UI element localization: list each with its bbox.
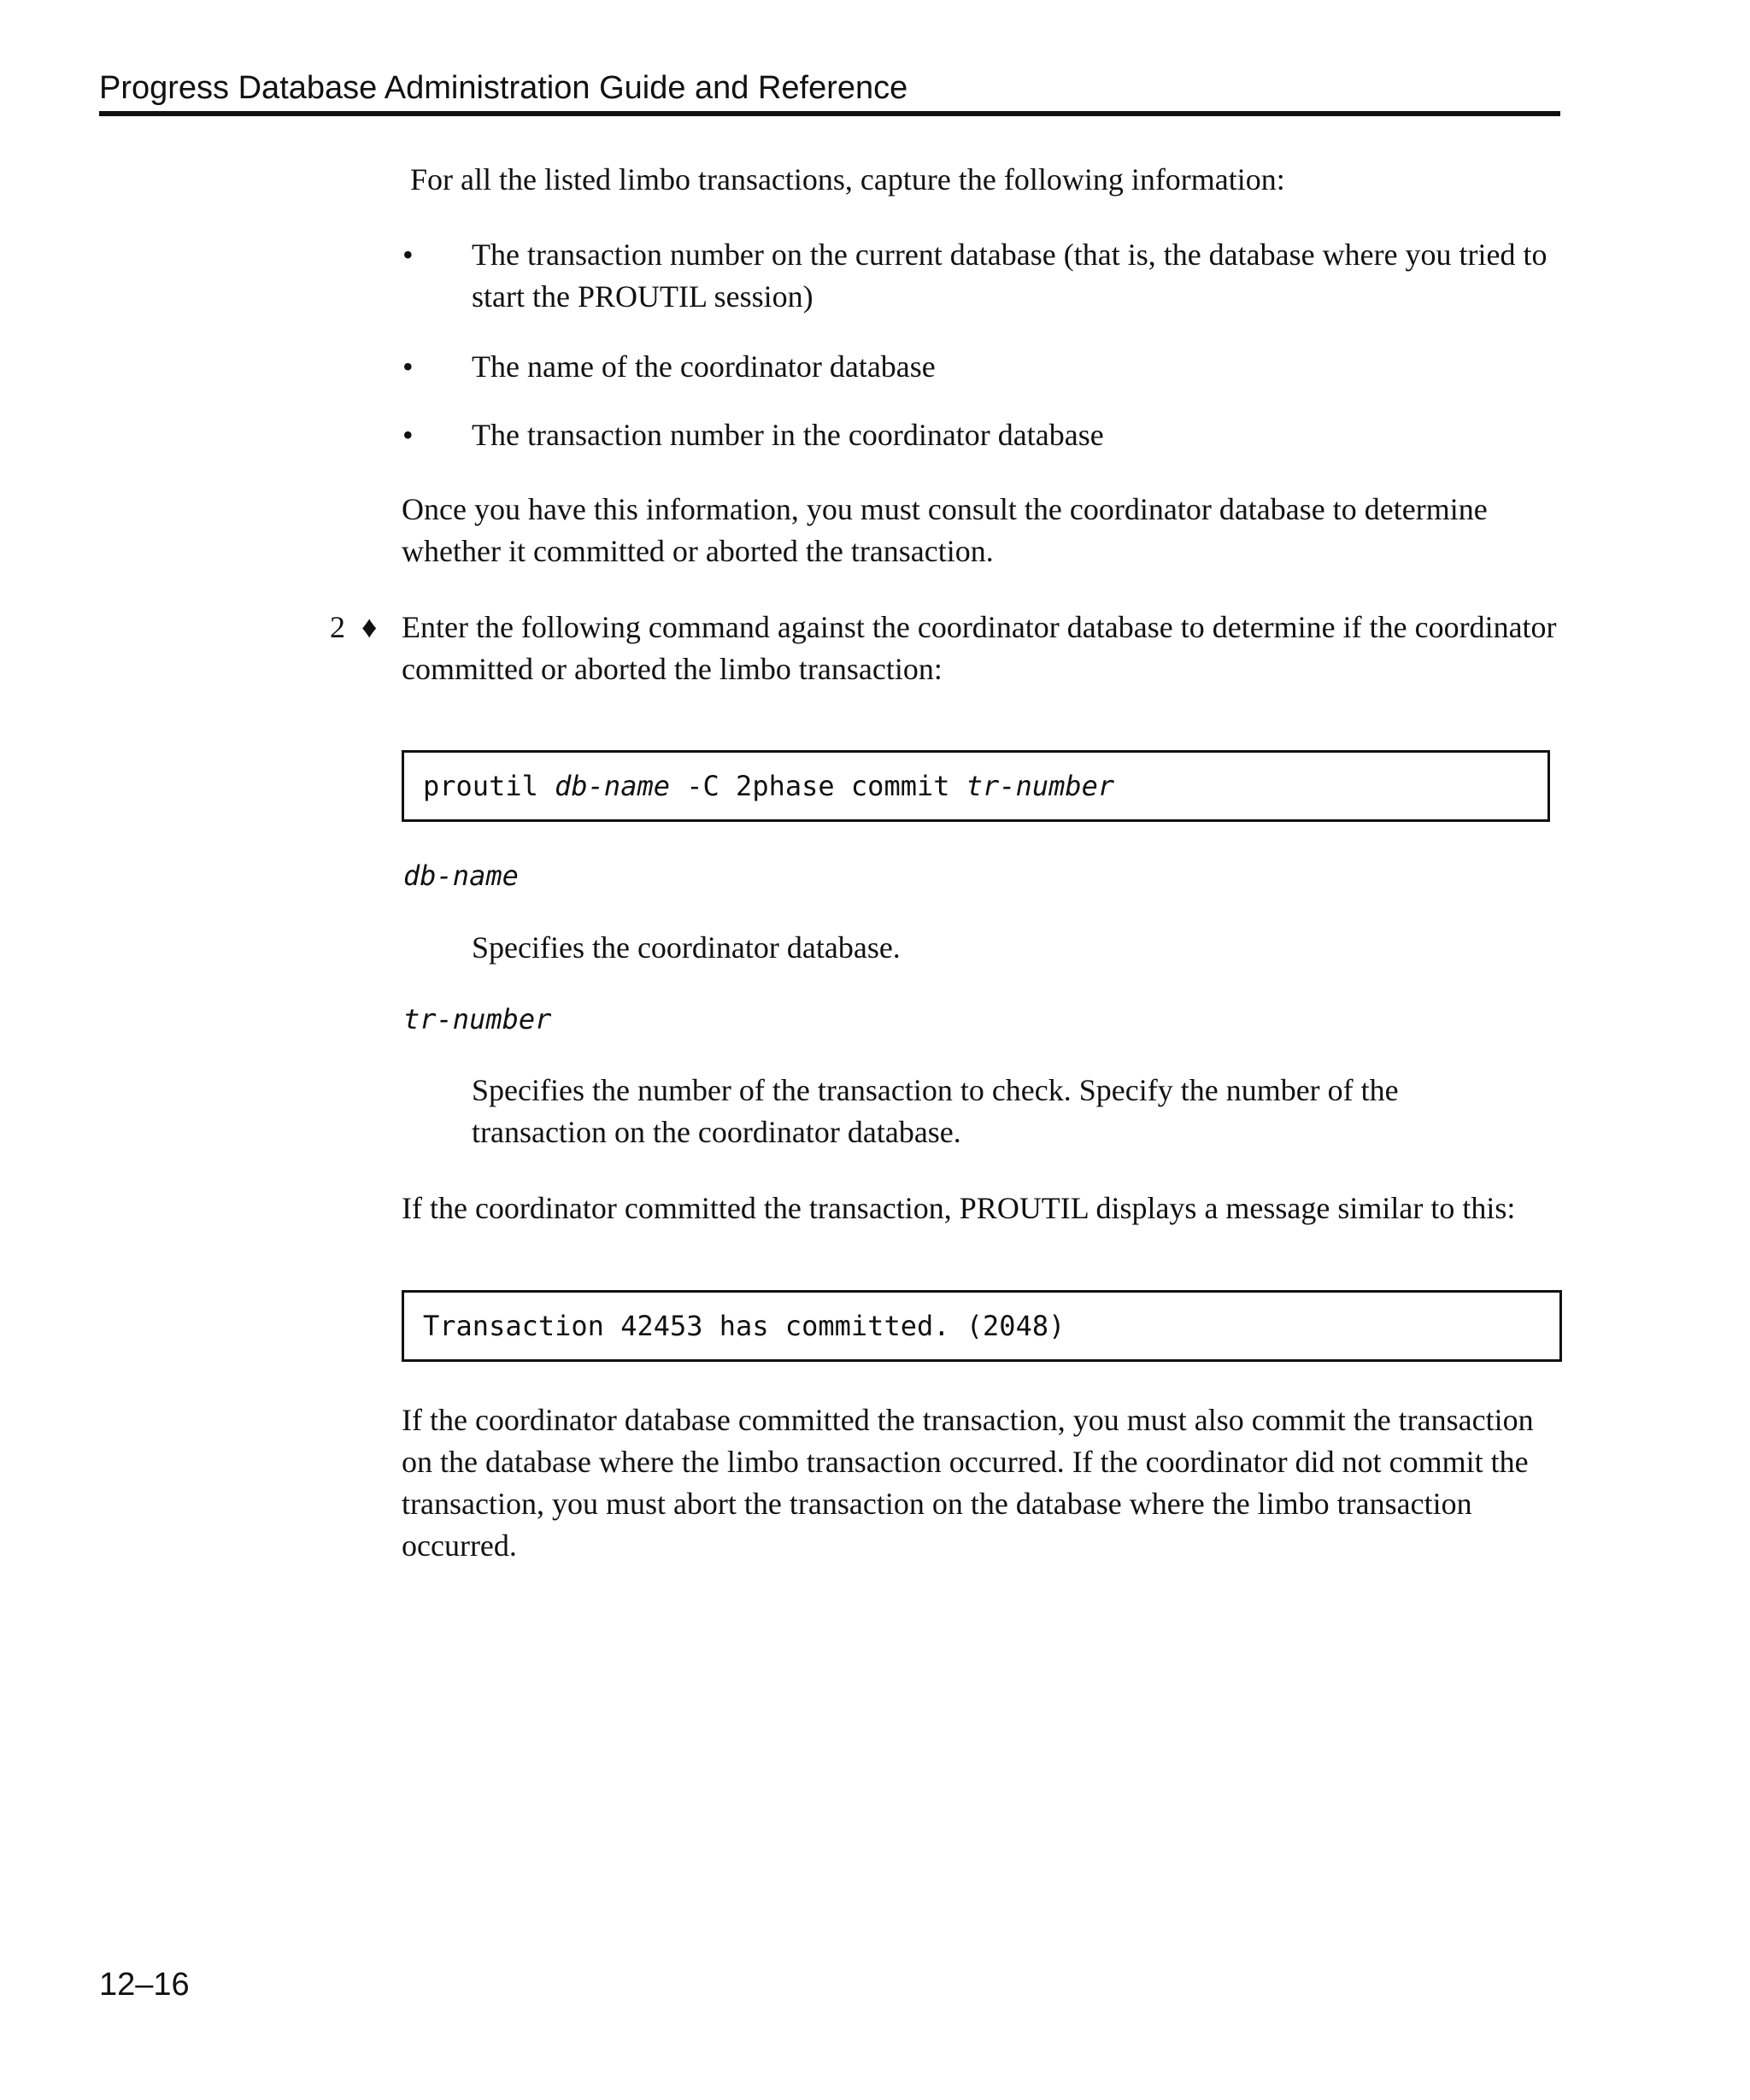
bullet-marker: •	[402, 418, 414, 452]
param-desc-db-name: Specifies the coordinator database.	[472, 930, 901, 965]
bullet-item: The transaction number on the current database (that is, the database where you tried to start the PROUTIL session)	[472, 238, 1547, 314]
param-term-db-name: db-name	[403, 859, 519, 892]
diamond-icon: ♦	[361, 610, 378, 644]
running-header: Progress Database Administration Guide and Reference	[99, 70, 908, 106]
if-committed-paragraph: If the coordinator committed the transaction, PROUTIL displays a message similar to this:	[402, 1191, 1516, 1225]
param-term-tr-number: tr-number	[403, 1003, 552, 1035]
command-middle: -C 2phase commit	[669, 770, 966, 802]
command-tr-number: tr-number	[966, 770, 1115, 802]
consult-paragraph: Once you have this information, you must consult the coordinator database to determine whether it committed or aborted the transaction.	[402, 492, 1488, 568]
step-number	[330, 607, 377, 648]
command-box	[402, 750, 1550, 822]
intro-paragraph: For all the listed limbo transactions, capture the following information:	[410, 162, 1285, 197]
page-number: 12–16	[99, 1967, 190, 2003]
bullet-marker: •	[402, 238, 414, 272]
message-output-text: Transaction 42453 has committed. (2048)	[423, 1310, 1066, 1342]
step-text: Enter the following command against the coordinator database to determine if the coordinator committed or aborted the limbo transaction:	[402, 610, 1557, 686]
message-output-box	[402, 1290, 1562, 1362]
command-db-name: db-name	[555, 770, 670, 802]
param-desc-tr-number: Specifies the number of the transaction to check. Specify the number of the transaction on the coordinator database.	[472, 1073, 1399, 1149]
command-prefix: proutil	[423, 770, 555, 802]
step-number-label: 2	[330, 610, 345, 644]
bullet-marker: •	[402, 349, 414, 384]
header-rule	[99, 111, 1560, 116]
bullet-item: The name of the coordinator database	[472, 349, 936, 384]
final-paragraph: If the coordinator database committed the transaction, you must also commit the transaction on the database where the limbo transaction occurred. If the coordinator did not commit the transaction, you must abort the transaction on the database where the limbo transaction occurred.	[402, 1403, 1534, 1563]
bullet-item: The transaction number in the coordinator database	[472, 418, 1104, 452]
